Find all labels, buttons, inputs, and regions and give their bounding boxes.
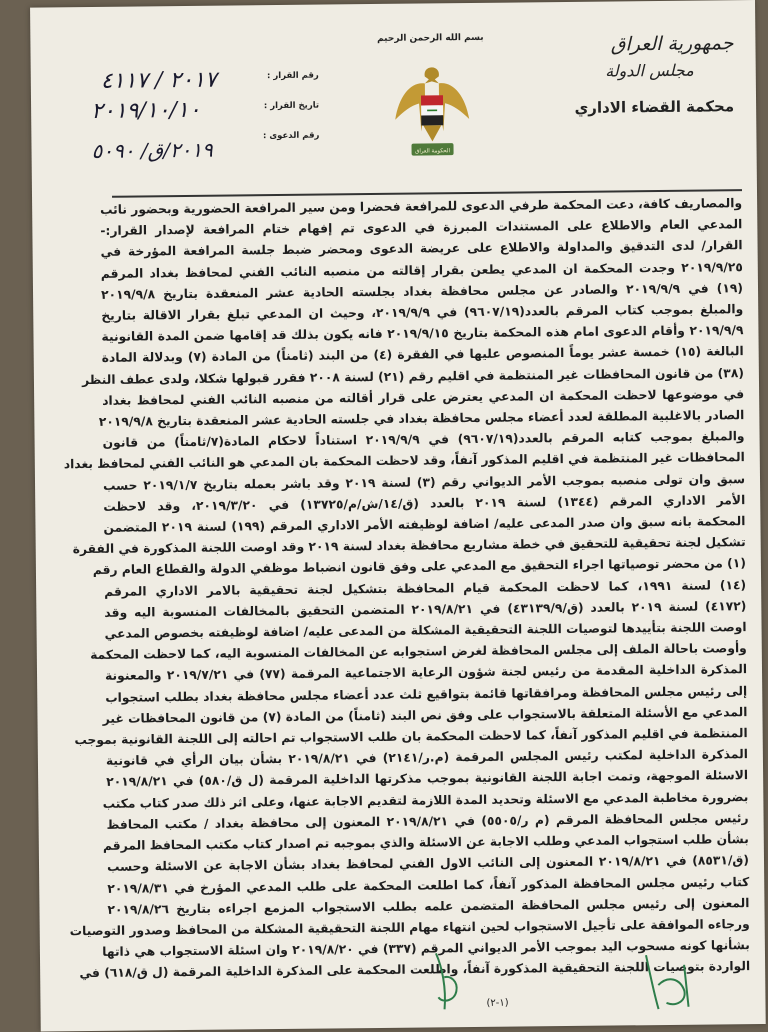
body-line: المدعي العام والاطلاع على المستندات المبرزة في الدعوى تم إفهام ختام المرافعة لإصدار القرار:- [100,217,743,239]
body-line: (١٤) لسنة ١٩٩١، كما لاحظت المحكمة قيام المحافظة بتشكيل لجنة تحقيقية بالامر الاداري المرقم [104,577,747,599]
body-line: وأوصت باحالة الملف إلى مجلس المحافظة لغرض استجوابه عن المخالفات المنسوبة اليه، كما لاحظت المحكمة [90,641,747,663]
body-line: القرار/ لدى التدقيق والمداولة والاطلاع على عريضة الدعوى ومحضر ضبط جلسة المرافعة المؤرخة في [100,238,743,260]
body-line: البالغة (١٥) خمسة عشر يوماً المنصوص عليها في الفقرة (٤) من البند (ثامناً) من المادة (٧) وبدلالة المادة [101,344,744,366]
body-line: ٢٠١٩/٩/٩ وأقام الدعوى امام هذه المحكمة بتاريخ ٢٠١٩/٩/١٥ فانه يكون بذلك قد إقامها ضمن المدة القانونية [101,323,744,345]
case-number-value: ٢٠١٩/ق/ ٥٠٩٠ [91,137,213,163]
body-line: ٢٠١٩/٩/٢٥ وجدت المحكمة ان المدعي يطعن بقرار إقالته من منصبه النائب الفني لمحافظ بغداد المرقم [100,259,743,281]
body-line: اوصت اللجنة بتأييدها لتوصيات اللجنة التحقيقية المشكلة من المدعى عليه/ اضافة لوظيفته بخصوص المدعي [104,620,747,641]
body-line: (٤١٧٢) لسنة ٢٠١٩ بالعدد (ق/٤٣١٣٩/٩) في ٢٠١٩/٨/٢١ المتضمن التحقيق بالمخالفات المنسوبة اليه وقد [104,598,747,620]
council-name: مجلس الدولة [605,60,694,81]
emblem-caption: الحكومة العراق [415,148,451,155]
case-metadata-labels [249,71,320,162]
body-line: (٣٨) من قانون المحافظات غير المنتظمة في اقليم رقم (٢١) لسنة ٢٠٠٨ فقرر قبولها شكلا، ولدى عطف النظر [81,365,744,387]
iraq-eagle-emblem-icon [391,61,474,170]
body-line: ورجاءه الموافقة على تأجيل الاستجواب لحين انتهاء مهام اللجنة التحقيقية المشكلة من المحافظ وصدور التوصيات [69,917,750,939]
document-page [30,0,766,1032]
page-number: (١-٢) [486,997,509,1009]
decision-date-value: ٢٠١٩/١٠/١٠ [90,97,201,124]
body-line: تشكيل لجنة تحقيقية للتحقيق في خطة مشاريع محافظة بغداد لسنة ٢٠١٩ وقد اوصت اللجنة المذكورة في الفقرة [72,535,746,557]
body-line: (ق/٨٥٣١) في ٢٠١٩/٨/٢١ المعنون إلى النائب الاول الفني لمحافظ بغداد بشأن الاجابة عن الاسئلة وحسب [106,853,750,875]
body-line: في موضوعها لاحظت المحكمة ان المدعي يعترض على قرار أقالته من منصبه النائب الفني لمحافظ بغداد [102,386,745,408]
body-line: الواردة بتوصيات اللجنة التحقيقية المذكورة آنفاً، واطلعت المحكمة على المذكرة الداخلية المرقمة (ل ق/٦١٨) في [79,959,751,981]
letterhead-title-block [543,32,734,117]
body-line: المحكمة بانه سبق وان صدر المدعى عليه/ اضافة لوظيفته الأمر الاداري المرقم (١٩٩) لسنة ٢٠١٩ المتضمن [103,514,746,535]
government-name: جمهورية العراق [610,32,734,56]
decision-body-text [63,193,751,984]
body-line: والمبلغ بموجب كتاب المرقم بالعدد(٩٦٠٧/١٩) في ٢٠١٩/٩/٩، وحيث ان المدعي تبلغ بقرار الاقالة بتاريخ [101,302,744,323]
body-line: بضرورة مخاطبة المدعي مع الاسئلة وتحديد المدة اللازمة لتقديم الاجابة عنها، وعلى اثر ذلك صدر كتاب مكتب [102,789,749,811]
signature-mark-2 [640,945,701,1016]
body-line: المذكرة الداخلية لمكتب رئيس المجلس المرقمة (م.ر/٢١٤١) في ٢٠١٩/٨/٢١ بشأن بيان الرأي في قانونية [105,747,748,769]
body-line: الصادر بالاغلبية المطلقة لعدد أعضاء مجلس محافظة بغداد في جلسته الحادية عشر المنعقدة بتاريخ ٢٠١٩/٩/٨ [98,408,745,429]
body-line: المحافظات غير المنتظمة في اقليم المذكور آنفاً، وقد لاحظت المحكمة بان المدعي هو النائب الفني لمحافظ بغداد [63,450,745,472]
decision-date-label: تاريخ القرار : [263,100,320,112]
body-line: إلى رئيس مجلس المحافظة ومرافقاتها قائمة بتواقيع ثلث عدد أعضاء مجلس محافظة بغداد بطلب استجواب [105,683,748,705]
case-number-label: رقم الدعوى : [262,130,320,142]
body-line: (١) من محضر توصياتها اجراء التحقيق مع المدعي على وفق قانون انضباط موظفي الدولة والقطاع العام رقم [92,556,746,578]
body-line: (١٩) في ٢٠١٩/٩/٩ والصادر عن مجلس محافظة بغداد بجلسته الحادية عشر المنعقدة بتاريخ ٢٠١٩/٩/٨ [100,280,744,302]
body-line: المدعي مع الأسئلة المتعلقة بالاستجواب على وفق نص البند (ثامناً) من المادة (٧) من قانون المحافظات غير [102,704,748,726]
decision-number-label: رقم القرار : [266,70,319,82]
body-line: بشأنها كونه مسحوب اليد بموجب الأمر الديواني المرقم (٣٣٧) في ٢٠١٩/٨/٢٠ وان اسئلة الاستجواب هي ذاتها [102,938,750,959]
body-line: المعنون إلى رئيس مجلس المحافظة المتضمن علمه بطلب الاستجواب المزمع اجراءه بتاريخ ٢٠١٩/٨/٢٦ [107,895,750,917]
body-line: بشأن طلب استجواب المدعي وطلب الاجابة عن الاسئلة والذي بموجبه تم اصدار كتاب مكتب المحافظ المرقم [102,832,749,853]
signature-mark-1 [428,947,469,1017]
body-line: والمبلغ بموجب كتابه المرقم بالعدد(٩٦٠٧/١٩) في ٢٠١٩/٩/٩ استناداً لاحكام المادة(٧/ثامناً) من قانون [102,429,745,451]
body-line: والمصاريف كافة، دعت المحكمة طرفي الدعوى للمرافعة فحضرا ومن سير المرافعة الحضورية وبحضور نائب [99,196,743,217]
body-line: الاسئلة الموجهة، وتمت اجابة اللجنة القانونية بموجب مذكرتها الداخلية المرقمة (ل ق/٥٨٠) في ٢٠١٩/٨/٢١ [106,768,749,790]
body-line: رئيس مجلس المحافظة المرقم (م ر/٥٥٠٥) في ٢٠١٩/٨/٢١ المعنون إلى محافظة بغداد / مكتب المحافظ [106,811,749,832]
basmala: بسم الله الرحمن الرحيم [377,32,484,44]
body-line: كتاب رئيس مجلس المحافظة المذكور آنفاً، كما اطلعت المحكمة على طلب المدعي المؤرخ في ٢٠١٩/٨/٣١ [107,874,750,896]
body-line: المذكرة الداخلية المقدمة من رئيس لجنة شؤون الرعاية الاجتماعية المرقمة (٧٧) في ٢٠١٩/٧/٢١ والمعنونة [104,662,748,684]
court-name: محكمة القضاء الاداري [574,97,735,117]
body-line: المنتظمة في اقليم المذكور آنفاً، كما لاحظت المحكمة بان طلب الاستجواب تم احالته إلى اللجنة القانونية بموجب [74,726,748,748]
body-line: سبق وان تولى منصبه بموجب الأمر الديواني رقم (٣) لسنة ٢٠١٩ وقد باشر بعمله بتاريخ ٢٠١٩/١/٧ حسب [102,471,746,493]
decision-number-value: ٢٠١٧ / ٤١١٧ [100,67,217,94]
body-line: الأمر الاداري المرقم (١٣٤٤) لسنة ٢٠١٩ بالعدد (ق/١٤/ش/م/١٣٧٢٥) في ٢٠١٩/٣/٢٠، وقد لاحظت [103,492,746,514]
